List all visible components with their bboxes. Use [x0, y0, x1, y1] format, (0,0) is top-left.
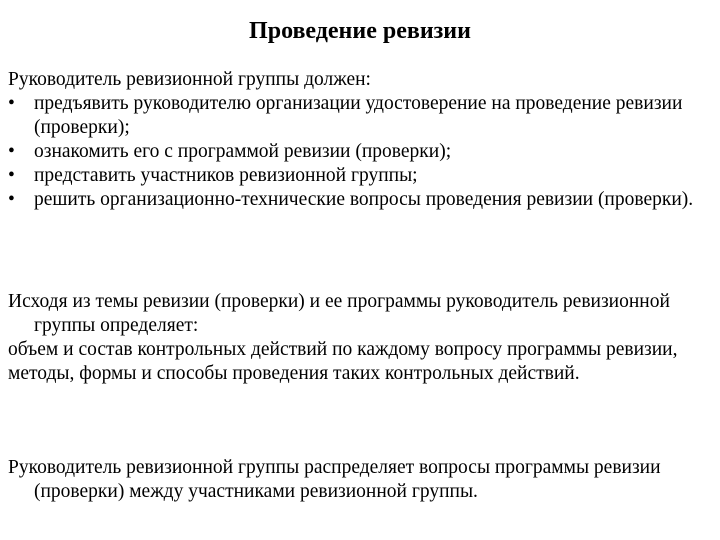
list-item	[8, 92, 716, 140]
distribution-section	[8, 456, 716, 504]
determination-section	[8, 290, 716, 386]
determination-lead: Исходя из темы ревизии (проверки) и ее программы руководитель ревизионной группы определяет:	[8, 291, 670, 336]
list-item-text: предъявить руководителю организации удостоверение на проведение ревизии (проверки);	[34, 93, 683, 138]
determination-item-scope: объем и состав контрольных действий по каждому вопросу программы ревизии,	[8, 339, 678, 360]
bullet-icon: •	[8, 189, 15, 210]
determination-item-methods: методы, формы и способы проведения таких контрольных действий.	[8, 363, 580, 384]
list-item-text: ознакомить его с программой ревизии (проверки);	[34, 141, 452, 162]
bullet-icon: •	[8, 165, 15, 186]
list-item	[8, 188, 716, 212]
list-item	[8, 140, 716, 164]
list-item-text: представить участников ревизионной группы;	[34, 165, 418, 186]
slide-title: Проведение ревизии	[249, 18, 471, 44]
duties-list	[8, 92, 716, 212]
bullet-icon: •	[8, 141, 15, 162]
bullet-icon: •	[8, 93, 15, 114]
distribution-text: Руководитель ревизионной группы распределяет вопросы программы ревизии (проверки) между участниками ревизионной группы.	[8, 457, 661, 502]
list-item	[8, 164, 716, 188]
duties-intro: Руководитель ревизионной группы должен:	[8, 69, 371, 90]
duties-section	[8, 68, 716, 212]
list-item-text: решить организационно-технические вопросы проведения ревизии (проверки).	[34, 189, 694, 210]
